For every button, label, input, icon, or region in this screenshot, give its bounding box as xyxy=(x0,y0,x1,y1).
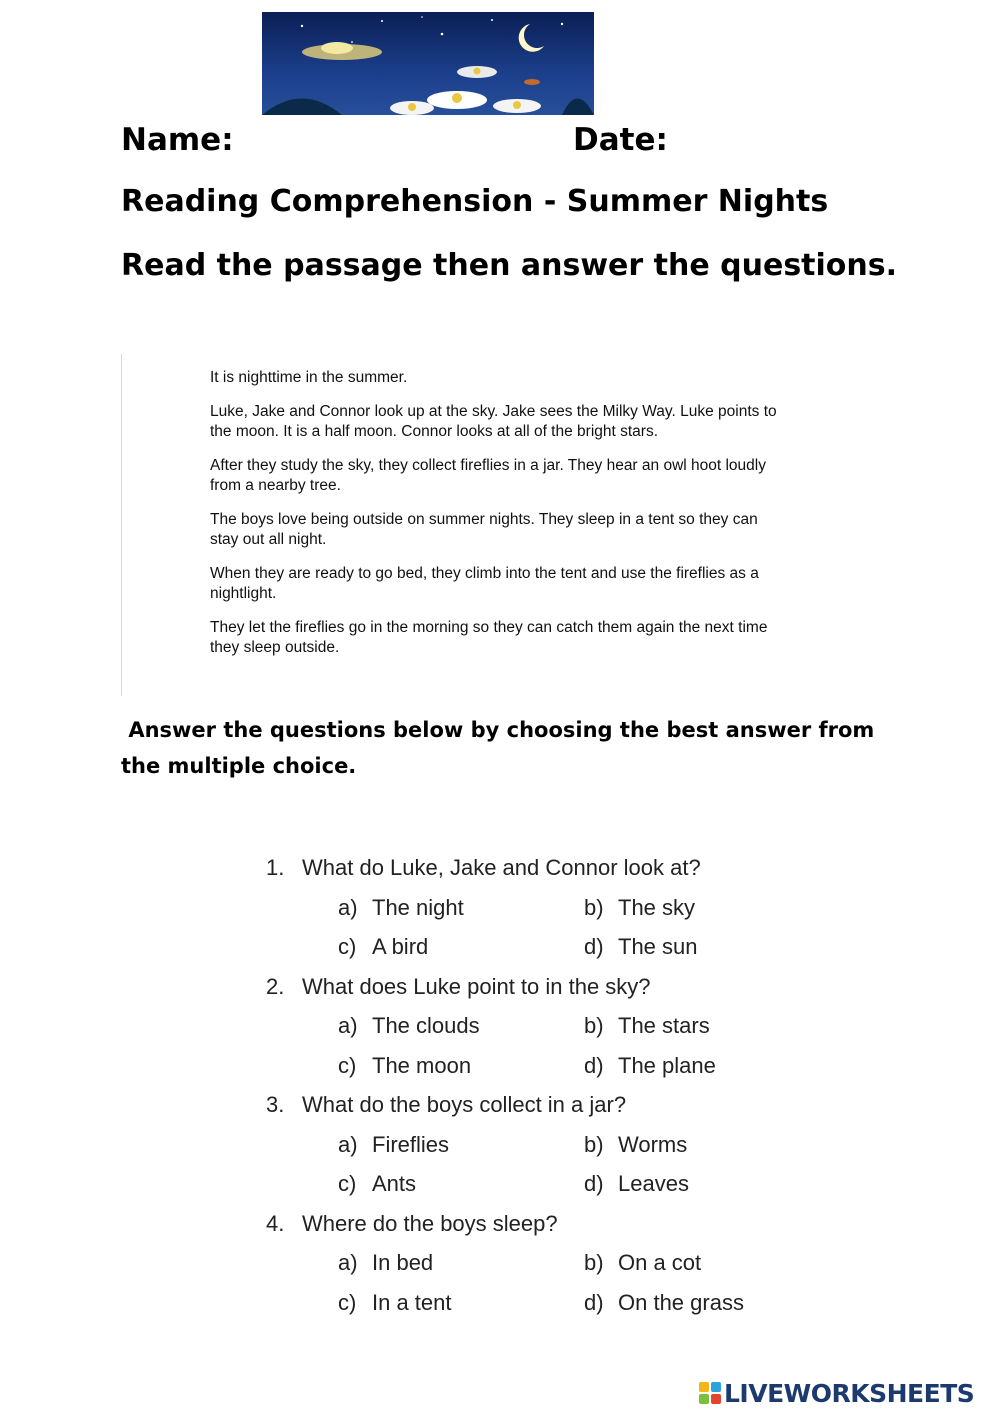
options-row xyxy=(266,927,886,967)
option-d[interactable]: d) On the grass xyxy=(584,1289,744,1315)
question-text: What do the boys collect in a jar? xyxy=(302,1092,627,1117)
liveworksheets-logo-text: LIVEWORKSHEETS xyxy=(724,1378,975,1408)
options-row xyxy=(266,1283,886,1323)
question-number: 4. xyxy=(266,1210,285,1236)
option-a[interactable]: a) The clouds xyxy=(338,1013,480,1038)
options-row xyxy=(266,1125,886,1165)
option-b[interactable]: b) Worms xyxy=(584,1131,688,1157)
option-b[interactable]: b) The sky xyxy=(584,894,696,920)
options-row xyxy=(266,888,886,928)
reading-instruction: Read the passage then answer the questions. xyxy=(121,248,898,283)
passage-paragraph: The boys love being outside on summer nights. They sleep in a tent so they can stay out all night. xyxy=(210,511,758,548)
date-label: Date: xyxy=(573,122,668,158)
question-number: 2. xyxy=(266,973,285,999)
option-a[interactable]: a) In bed xyxy=(338,1250,434,1275)
question-number: 1. xyxy=(266,855,285,880)
question-text: What do Luke, Jake and Connor look at? xyxy=(302,855,701,880)
option-c[interactable]: c) In a tent xyxy=(338,1289,452,1315)
liveworksheets-logo[interactable] xyxy=(698,1378,974,1408)
options-row xyxy=(266,1006,886,1046)
passage-paragraph: It is nighttime in the summer. xyxy=(210,369,408,386)
options-row xyxy=(266,1164,886,1204)
question-3 xyxy=(266,1085,886,1125)
passage-paragraph: Luke, Jake and Connor look up at the sky. Jake sees the Milky Way. Luke points to the moon. It is a half moon. Connor looks at all of the bright stars. xyxy=(210,403,777,440)
reading-passage xyxy=(210,368,790,672)
question-text: What does Luke point to in the sky? xyxy=(302,973,651,999)
name-label: Name: xyxy=(121,122,234,158)
option-b[interactable]: b) The stars xyxy=(584,1013,710,1038)
multiple-choice-instruction: Answer the questions below by choosing the best answer from the multiple choice. xyxy=(121,718,882,778)
question-1 xyxy=(266,848,886,888)
question-list xyxy=(266,848,886,1322)
question-number: 3. xyxy=(266,1092,285,1117)
question-2 xyxy=(266,967,886,1007)
options-row xyxy=(266,1243,886,1283)
question-4 xyxy=(266,1204,886,1244)
option-b[interactable]: b) On a cot xyxy=(584,1250,702,1275)
passage-paragraph: They let the fireflies go in the morning so they can catch them again the next time they sleep outside. xyxy=(210,619,768,656)
passage-paragraph: After they study the sky, they collect fireflies in a jar. They hear an owl hoot loudly from a nearby tree. xyxy=(210,457,766,494)
option-a[interactable]: a) The night xyxy=(338,894,464,920)
option-d[interactable]: d) The plane xyxy=(584,1052,716,1078)
worksheet-title: Reading Comprehension - Summer Nights xyxy=(121,184,829,219)
passage-paragraph: When they are ready to go bed, they climb into the tent and use the fireflies as a nightlight. xyxy=(210,565,759,602)
option-d[interactable]: d) The sun xyxy=(584,934,698,959)
option-c[interactable]: c) The moon xyxy=(338,1052,472,1078)
option-c[interactable]: c) A bird xyxy=(338,934,429,959)
liveworksheets-logo-icon xyxy=(698,1381,722,1405)
question-text: Where do the boys sleep? xyxy=(302,1210,558,1236)
summer-night-banner-image xyxy=(262,12,594,115)
option-a[interactable]: a) Fireflies xyxy=(338,1131,450,1157)
option-d[interactable]: d) Leaves xyxy=(584,1171,689,1196)
options-row xyxy=(266,1046,886,1086)
option-c[interactable]: c) Ants xyxy=(338,1171,417,1196)
